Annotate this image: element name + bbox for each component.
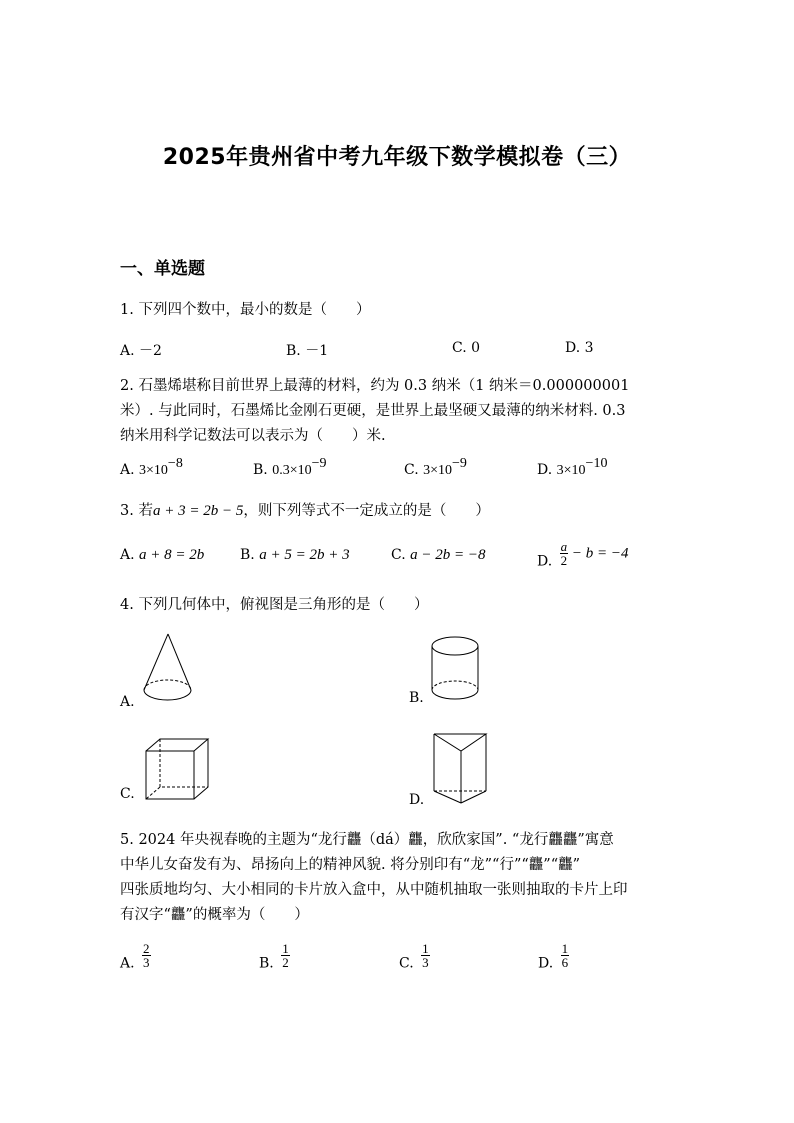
question-4-stem: 4. 下列几何体中，俯视图是三角形的是（ ） <box>120 597 429 613</box>
question-3-suffix: ，则下列等式不一定成立的是（ ） <box>243 503 490 519</box>
fraction-denominator: 3 <box>422 955 429 970</box>
fraction-numerator: 1 <box>561 941 569 956</box>
option-label: D. <box>538 955 554 972</box>
question-2-option-b <box>253 456 327 479</box>
question-3-option-c <box>391 547 486 564</box>
question-5-option-c <box>399 942 430 972</box>
question-3-option-b <box>240 547 350 564</box>
option-exponent: −8 <box>167 456 183 471</box>
cone-icon <box>142 632 198 708</box>
option-label: D. <box>537 462 553 478</box>
option-base: 3×10 <box>139 463 168 478</box>
fraction-numerator: 2 <box>143 941 150 956</box>
question-1-option-c: C. 0 <box>452 340 481 356</box>
question-4-option-d-label: D. <box>409 792 425 808</box>
question-1-stem: 1. 下列四个数中，最小的数是（ ） <box>120 302 371 318</box>
option-expression: a + 8 = 2b <box>139 547 205 563</box>
option-label: B. <box>259 955 274 972</box>
option-exponent: −10 <box>585 456 608 471</box>
option-label: B. <box>240 547 255 563</box>
option-label: A. <box>120 955 135 972</box>
question-5-option-a <box>120 942 151 972</box>
option-expression: − b = −4 <box>568 545 629 562</box>
question-3-prefix: 3. 若 <box>120 503 153 519</box>
option-base: 3×10 <box>423 463 453 478</box>
section-heading: 一、单选题 <box>120 259 205 279</box>
cube-icon <box>143 737 213 803</box>
question-4-option-c-label: C. <box>120 786 135 802</box>
question-5-line-4: 有汉字“龘”的概率为（ ） <box>120 907 309 923</box>
option-label: C. <box>391 547 406 563</box>
question-3-option-a <box>120 547 204 564</box>
option-label: B. <box>253 462 268 478</box>
option-fraction <box>281 942 290 969</box>
option-label: C. <box>404 462 419 478</box>
question-4-option-a-label: A. <box>120 694 135 710</box>
fraction-numerator: 1 <box>282 941 289 956</box>
question-1-option-d: D. 3 <box>565 340 594 356</box>
option-exponent: −9 <box>311 456 327 471</box>
question-2-option-d <box>537 456 608 479</box>
option-label: A. <box>120 462 135 478</box>
cylinder-icon <box>430 634 482 706</box>
question-5-option-d <box>538 942 569 972</box>
question-3-option-d <box>537 540 629 570</box>
fraction-denominator: 6 <box>561 955 569 970</box>
option-fraction <box>561 942 570 969</box>
fraction-denominator: 2 <box>282 955 289 970</box>
option-label: C. <box>399 955 414 972</box>
question-5-line-2: 中华儿女奋发有为、昂扬向上的精神风貌. 将分别印有“龙”“行”“龘”“龘” <box>120 857 581 873</box>
question-5-line-1: 5. 2024 年央视春晚的主题为“龙行龘（dá）龘，欣欣家国”. “龙行龘龘”寓意 <box>120 832 614 848</box>
option-fraction <box>421 942 430 969</box>
question-2-option-c <box>404 456 467 479</box>
option-fraction <box>142 942 151 969</box>
fraction-denominator: 2 <box>560 553 568 568</box>
option-label: A. <box>120 547 135 563</box>
question-3-condition: a + 3 = 2b − 5 <box>152 503 244 519</box>
question-4-option-b-label: B. <box>409 690 424 706</box>
fraction-denominator: 3 <box>143 955 150 970</box>
option-expression: a + 5 = 2b + 3 <box>259 547 350 563</box>
option-fraction <box>560 540 569 567</box>
option-exponent: −9 <box>452 456 467 471</box>
question-2-option-a <box>120 456 183 479</box>
question-2-line-3: 纳米用科学记数法可以表示为（ ）米. <box>120 428 386 444</box>
triangular-prism-icon <box>431 731 491 809</box>
option-label: D. <box>537 553 553 570</box>
fraction-numerator: a <box>560 539 568 554</box>
question-1-option-b: B. －1 <box>286 343 329 359</box>
question-5-line-3: 四张质地均匀、大小相同的卡片放入盒中，从中随机抽取一张则抽取的卡片上印 <box>120 882 628 898</box>
question-2-line-1: 2. 石墨烯堪称目前世界上最薄的材料，约为 0.3 纳米（1 纳米＝0.000000001 <box>120 378 630 394</box>
option-base: 3×10 <box>556 463 586 478</box>
fraction-numerator: 1 <box>422 941 429 956</box>
page-title: 2025年贵州省中考九年级下数学模拟卷（三） <box>162 145 632 170</box>
question-1-option-a: A. －2 <box>120 343 162 359</box>
question-2-line-2: 米）. 与此同时，石墨烯比金刚石更硬，是世界上最坚硬又最薄的纳米材料. 0.3 <box>120 403 626 419</box>
question-5-option-b <box>259 942 290 972</box>
option-expression: a − 2b = −8 <box>410 547 486 563</box>
question-3-stem <box>120 499 490 523</box>
option-base: 0.3×10 <box>272 463 312 478</box>
